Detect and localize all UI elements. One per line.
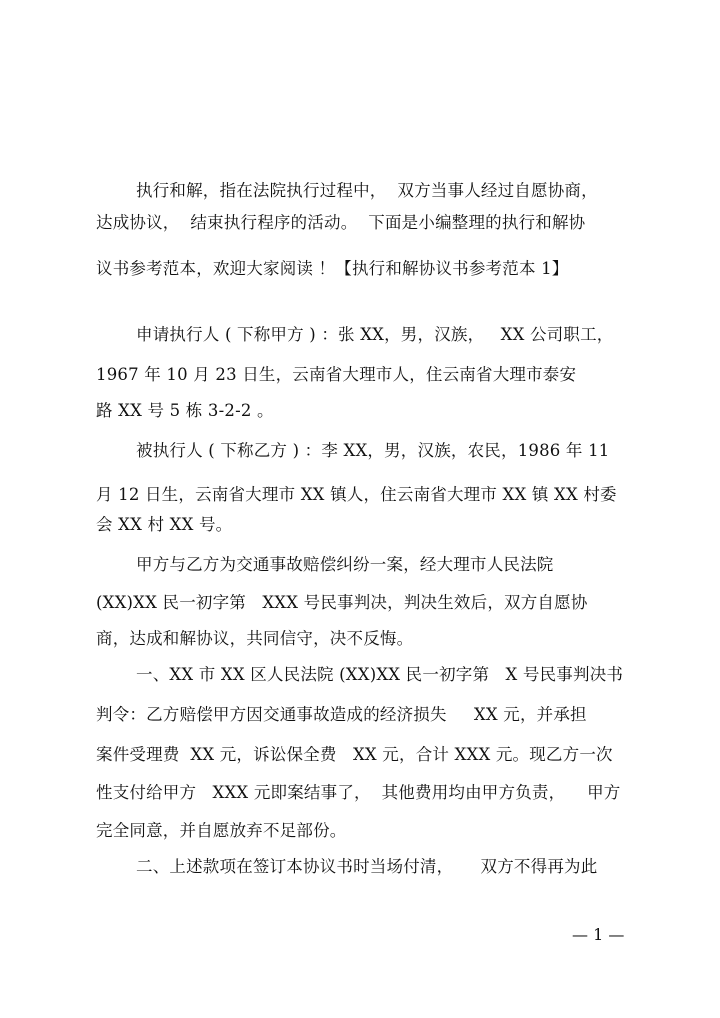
text-line: 判令：乙方赔偿甲方因交通事故造成的经济损失 XX 元，并承担 [96,705,587,724]
text-line: 申请执行人 ( 下称甲方 ) ：张 XX，男，汉族， XX 公司职工， [136,325,614,344]
text-line: 商，达成和解协议，共同信守，决不反悔。 [96,629,414,648]
text-line: 达成协议， 结束执行程序的活动。 下面是小编整理的执行和解协 [96,213,586,232]
text-line: 执行和解，指在法院执行过程中， 双方当事人经过自愿协商， [136,181,598,200]
text-line: 性支付给甲方 XXX 元即案结事了， 其他费用均由甲方负责， 甲方 [96,783,621,802]
text-line: 一、XX 市 XX 区人民法院 (XX)XX 民一初字第 X 号民事判决书 [136,665,624,684]
text-line: 路 XX 号 5 栋 3-2-2 。 [96,401,274,420]
text-line: 甲方与乙方为交通事故赔偿纠纷一案，经大理市人民法院 [136,555,554,574]
text-line: 案件受理费 XX 元，诉讼保全费 XX 元，合计 XXX 元。现乙方一次 [96,745,613,764]
text-line: 1967 年 10 月 23 日生，云南省大理市人，住云南省大理市泰安 [96,365,577,384]
text-line: 完全同意，并自愿放弃不足部份。 [96,821,347,840]
text-line: 议书参考范本，欢迎大家阅读 ！【执行和解协议书参考范本 1】 [96,259,569,278]
text-line: 被执行人 ( 下称乙方 ) ：李 XX，男，汉族，农民，1986 年 11 [136,441,610,460]
text-line: (XX)XX 民一初字第 XXX 号民事判决，判决生效后，双方自愿协 [96,593,588,612]
text-line: 二、上述款项在签订本协议书时当场付清， 双方不得再为此 [136,857,598,876]
text-line: 月 12 日生，云南省大理市 XX 镇人，住云南省大理市 XX 镇 XX 村委 [96,485,617,504]
text-line: 会 XX 村 XX 号。 [96,515,233,534]
page-number: — 1 — [572,925,625,944]
